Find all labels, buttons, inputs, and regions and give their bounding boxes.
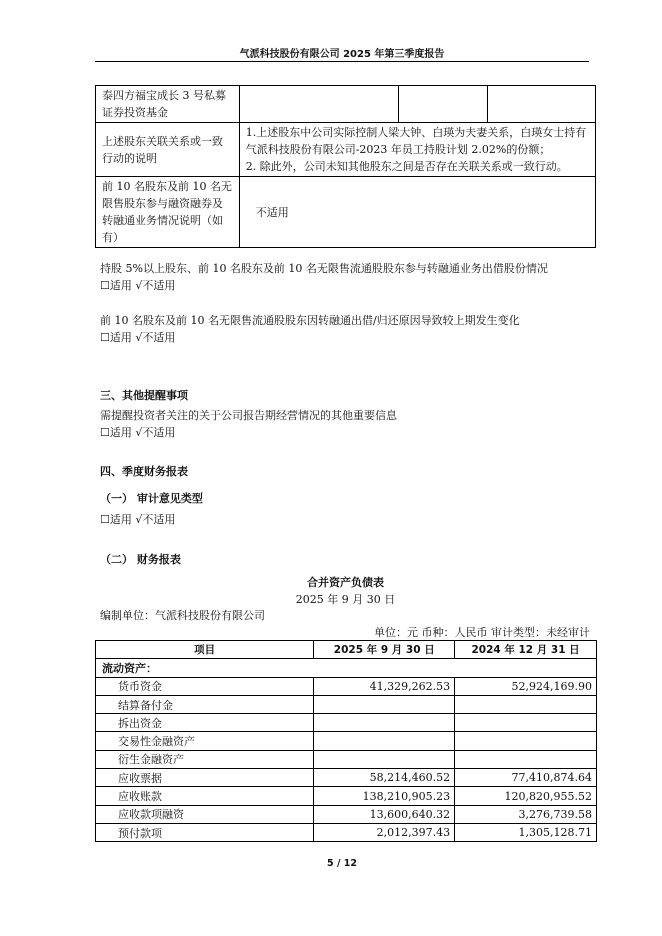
section4-sub1-options: ☐适用 √不适用 [100,513,176,526]
balance-sheet-title: 合并资产负债表 [307,576,384,589]
lending-title: 持股 5%以上股东、前 10 名股东及前 10 名无限售流通股股东参与转融通业务出借股份情况 [100,262,548,275]
related-text-1: 1.上述股东中公司实际控制人梁大钟、白瑛为夫妻关系，白瑛女士持有气派科技股份有限公司-2023 年员工持股计划 2.02%的份额； [245,126,587,156]
table-row [96,805,597,823]
change-options: ☐适用 √不适用 [100,331,176,344]
row-current: 138,210,905.23 [314,787,455,805]
empty-cell [488,86,596,123]
table-row [96,714,597,732]
row-item: 应收款项融资 [96,805,314,823]
row-current: 58,214,460.52 [314,769,455,787]
section4-sub1-heading: （一） 审计意见类型 [100,492,203,505]
empty-cell [239,86,399,123]
column-header: 2024 年 12 月 31 日 [455,641,597,659]
column-header: 2025 年 9 月 30 日 [314,641,455,659]
row-prior: 1,305,128.71 [455,823,597,841]
row-prior [455,714,597,732]
balance-sheet-table [95,640,597,842]
margin-label-cell: 前 10 名股东及前 10 名无限售股东参与融资融券及转融通业务情况说明（如有） [96,177,240,248]
row-prior: 120,820,955.52 [455,787,597,805]
balance-sheet-date: 2025 年 9 月 30 日 [295,593,396,606]
shareholder-table [95,85,596,248]
table-row [96,750,597,768]
row-current: 2,012,397.43 [314,823,455,841]
row-item: 应收账款 [96,787,314,805]
page-number: 5 / 12 [327,858,357,869]
table-row [96,177,596,248]
table-row [96,769,597,787]
table-row [96,732,597,750]
row-prior: 77,410,874.64 [455,769,597,787]
units-label: 单位：元 币种：人民币 审计类型：未经审计 [374,626,590,639]
table-row [96,659,597,677]
row-current: 13,600,640.32 [314,805,455,823]
row-current [314,714,455,732]
row-item: 交易性金融资产 [96,732,314,750]
column-header: 项目 [96,641,314,659]
row-prior [455,732,597,750]
row-item: 货币资金 [96,677,314,695]
row-item: 预付款项 [96,823,314,841]
section3-text: 需提醒投资者关注的关于公司报告期经营情况的其他重要信息 [100,409,397,422]
section3-heading: 三、其他提醒事项 [100,389,188,402]
section3-options: ☐适用 √不适用 [100,426,176,439]
row-current: 41,329,262.53 [314,677,455,695]
row-item: 衍生金融资产 [96,750,314,768]
table-row [96,123,596,177]
row-prior: 52,924,169.90 [455,677,597,695]
row-item: 结算备付金 [96,695,314,713]
row-prior [455,750,597,768]
report-header: 气派科技股份有限公司 2025 年第三季度报告 [239,49,445,60]
table-row [96,86,596,123]
row-item: 应收票据 [96,769,314,787]
section4-heading: 四、季度财务报表 [100,465,188,478]
empty-cell [399,86,488,123]
section4-sub2-heading: （二） 财务报表 [100,553,181,566]
lending-options: ☐适用 √不适用 [100,279,176,292]
related-label-cell: 上述股东关联关系或一致行动的说明 [96,123,240,177]
fund-name-cell: 泰四方福宝成长 3 号私募证券投资基金 [96,86,240,123]
row-current [314,750,455,768]
margin-value-cell: 不适用 [239,177,595,248]
section-label: 流动资产： [96,659,597,677]
table-row [96,787,597,805]
table-row [96,823,597,841]
row-current [314,695,455,713]
row-prior [455,695,597,713]
related-text-2: 2. 除此外，公司未知其他股东之间是否存在关联关系或一致行动。 [245,160,568,173]
related-text-cell [239,123,595,177]
row-current [314,732,455,750]
row-item: 拆出资金 [96,714,314,732]
table-row [96,695,597,713]
table-header-row [96,641,597,659]
table-row [96,677,597,695]
header-rule [95,61,589,62]
compiler-label: 编制单位：气派科技股份有限公司 [100,609,265,622]
row-prior: 3,276,739.58 [455,805,597,823]
change-title: 前 10 名股东及前 10 名无限售流通股股东因转融通出借/归还原因导致较上期发生变化 [100,314,520,327]
